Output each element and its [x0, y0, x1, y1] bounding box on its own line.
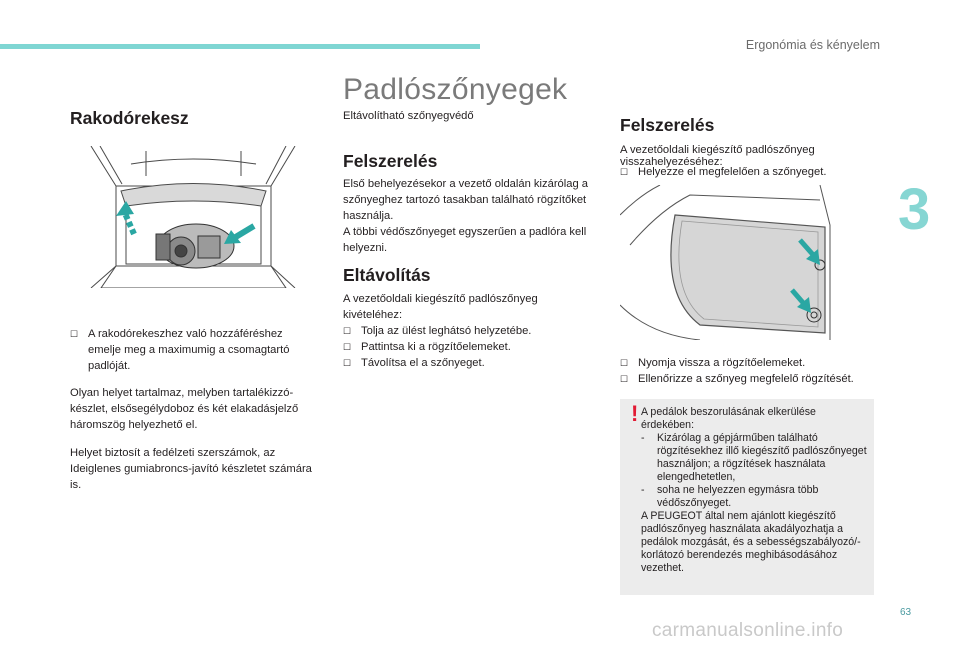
list-item: ☐ Pattintsa ki a rögzítőelemeket.: [343, 341, 511, 353]
warning-box: [620, 399, 874, 595]
left-bullet: ☐ A rakodórekeszhez való hozzáféréshez emelje meg a maximumig a csomagtartó padlóját.: [70, 328, 290, 372]
checkbox-bullet-icon: ☐: [620, 358, 629, 368]
checkbox-bullet-icon: ☐: [620, 374, 629, 384]
right-bullet-0: ☐ Helyezze el megfelelően a szőnyeget.: [620, 166, 827, 178]
list-item: ☐ Távolítsa el a szőnyeget.: [343, 357, 485, 369]
checkbox-bullet-icon: ☐: [343, 342, 352, 352]
top-accent-bar: [0, 44, 480, 49]
list-item: ☐ Nyomja vissza a rögzítőelemeket.: [620, 357, 806, 369]
chapter-title: Ergonómia és kényelem: [745, 38, 880, 52]
heading-felszereles-2: Felszerelés: [620, 115, 715, 135]
floor-mat-illustration: [620, 185, 852, 340]
warning-dash-item: - soha ne helyezzen egymásra több védőszőnyeget.: [641, 484, 819, 509]
left-para-2: Helyet biztosít a fedélzeti szerszámok, az Ideiglenes gumiabroncs-javító készletet számára is.: [70, 447, 312, 491]
middle-intro: A vezetőoldali kiegészítő padlószőnyeg kivételéhez:: [343, 293, 538, 321]
right-bullet-list: [620, 355, 882, 387]
middle-bullet-list: [343, 323, 605, 371]
checkbox-bullet-icon: ☐: [343, 326, 352, 336]
right-intro: A vezetőoldali kiegészítő padlószőnyeg visszahelyezéséhez:: [620, 144, 815, 168]
middle-para-1: Első behelyezésekor a vezető oldalán kizárólag a szőnyeghez tartozó tasakban található rögzítőket használja.: [343, 178, 589, 222]
heading-eltavolitas: Eltávolítás: [343, 265, 431, 285]
heading-felszereles-1: Felszerelés: [343, 151, 438, 171]
checkbox-bullet-icon: ☐: [70, 329, 79, 339]
warning-line: A pedálok beszorulásának elkerülése érdekében:: [641, 406, 816, 431]
trunk-illustration: [86, 146, 300, 288]
warning-paragraph: A PEUGEOT által nem ajánlott kiegészítő padlószőnyeg használata akadályozhatja a pedálok mozgását, és a sebességszabályozó/-korlátozó berendezés meghibásodásához vezethet.: [641, 510, 861, 574]
middle-para-2: A többi védőszőnyeget egyszerűen a padlóra kell helyezni.: [343, 226, 587, 254]
chapter-number: 3: [898, 177, 931, 242]
warning-text: [641, 406, 871, 575]
page-title: Padlószőnyegek: [343, 73, 568, 106]
checkbox-bullet-icon: ☐: [620, 167, 629, 177]
watermark: carmanualsonline.info: [652, 620, 844, 641]
list-item: ☐ Tolja az ülést leghátsó helyzetébe.: [343, 325, 532, 337]
checkbox-bullet-icon: ☐: [343, 358, 352, 368]
subtitle: Eltávolítható szőnyegvédő: [343, 110, 474, 122]
left-para-1: Olyan helyet tartalmaz, melyben tartalékizzó-készlet, elsősegélydoboz és két elakadásjelző háromszög helyezhető el.: [70, 387, 299, 431]
warning-icon: !: [631, 401, 639, 426]
heading-rakodorekesz: Rakodórekesz: [70, 108, 189, 128]
list-item: ☐ Ellenőrizze a szőnyeg megfelelő rögzítését.: [620, 373, 854, 385]
warning-dash-item: - Kizárólag a gépjárműben található rögzítésekhez illő kiegészítő padlószőnyeget használjon; a rögzítések használata elengedhetetlen,: [641, 432, 867, 483]
page-number: 63: [900, 607, 912, 618]
